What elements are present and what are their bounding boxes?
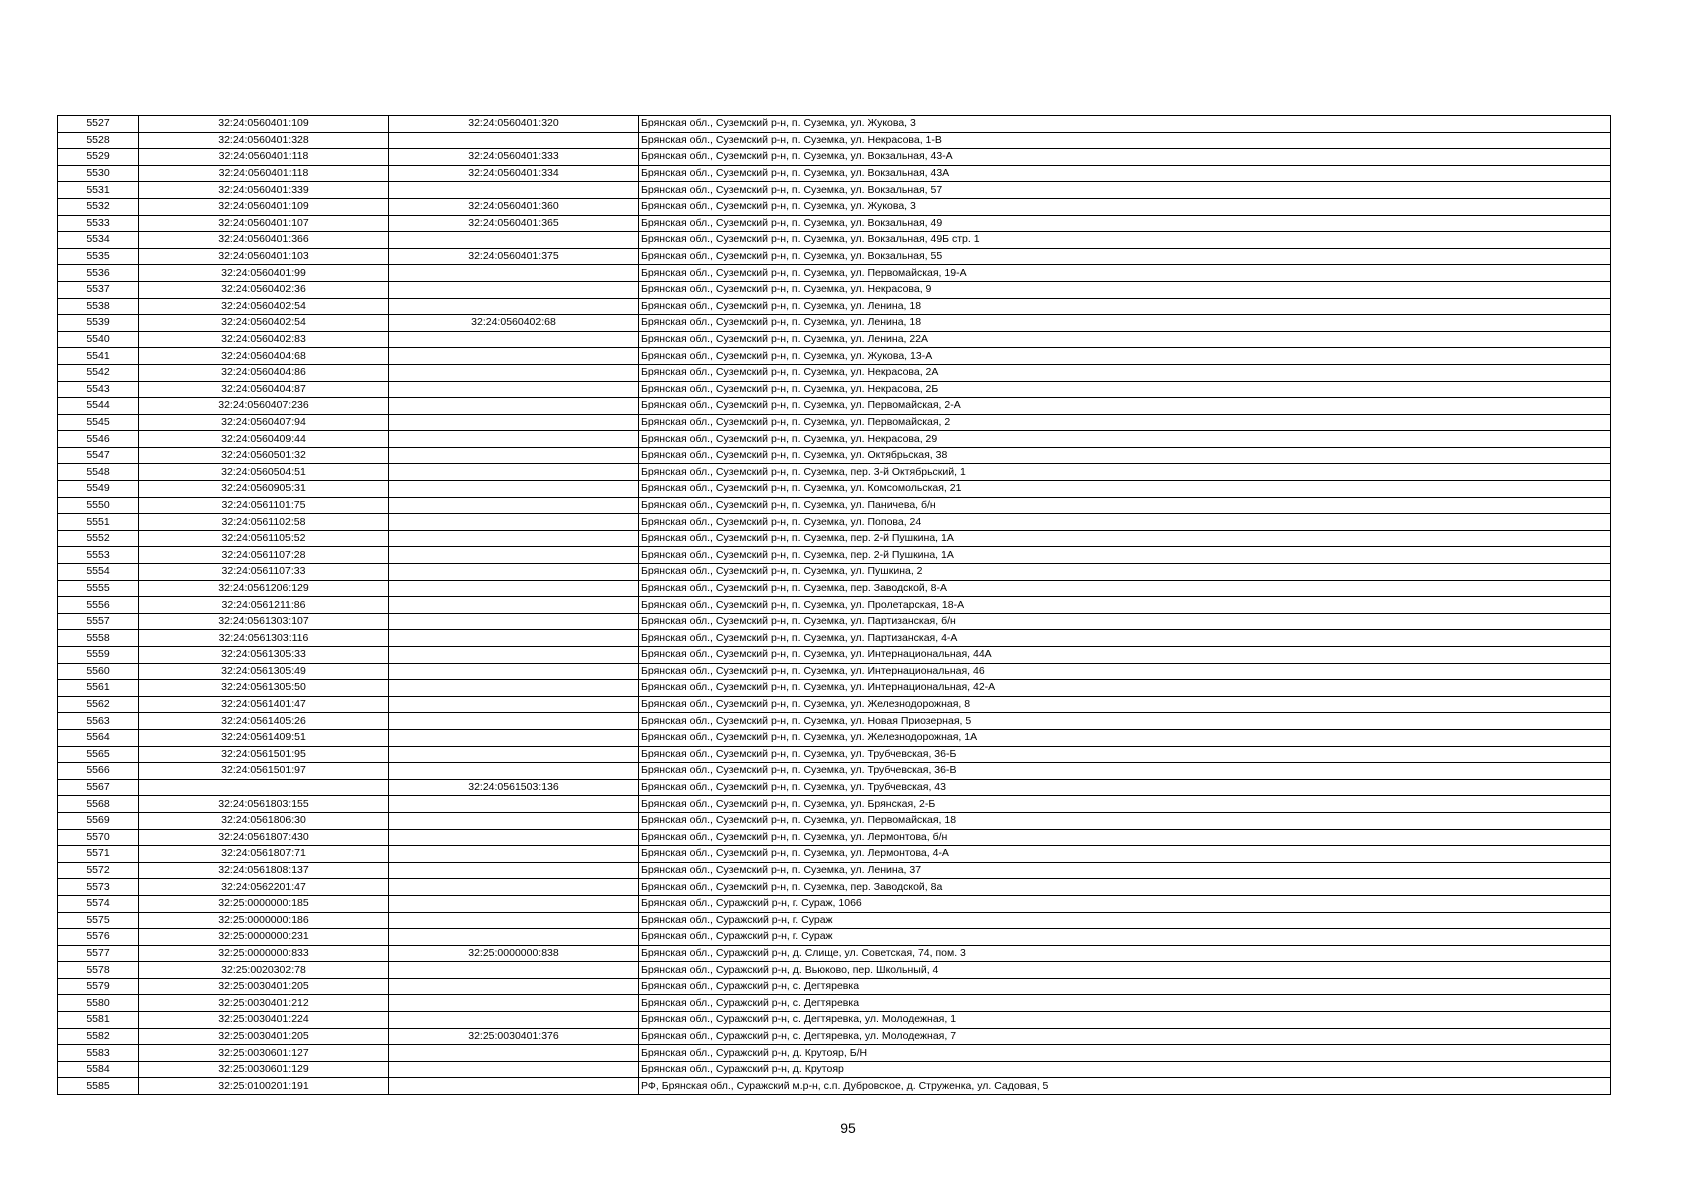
row-number-cell: 5558	[58, 630, 139, 647]
related-cadastral-number-cell	[389, 613, 639, 630]
row-number-cell: 5556	[58, 597, 139, 614]
table-row	[58, 381, 1611, 398]
cadastral-number-cell: 32:24:0561305:33	[139, 647, 389, 664]
address-cell: Брянская обл., Суземский р-н, п. Суземка, ул. Первомайская, 18	[639, 812, 1611, 829]
row-number-cell: 5529	[58, 149, 139, 166]
row-number-cell: 5577	[58, 945, 139, 962]
table-row	[58, 182, 1611, 199]
row-number-cell: 5567	[58, 779, 139, 796]
address-cell: Брянская обл., Суземский р-н, п. Суземка, ул. Некрасова, 2А	[639, 364, 1611, 381]
table-row	[58, 149, 1611, 166]
related-cadastral-number-cell	[389, 630, 639, 647]
cadastral-number-cell: 32:24:0561107:33	[139, 564, 389, 581]
row-number-cell: 5562	[58, 696, 139, 713]
related-cadastral-number-cell: 32:24:0560401:365	[389, 215, 639, 232]
address-cell: Брянская обл., Суземский р-н, п. Суземка, ул. Вокзальная, 43-А	[639, 149, 1611, 166]
address-cell: Брянская обл., Суземский р-н, п. Суземка, ул. Ленина, 22А	[639, 331, 1611, 348]
address-cell: Брянская обл., Суземский р-н, п. Суземка, ул. Трубчевская, 36-В	[639, 763, 1611, 780]
cadastral-number-cell: 32:24:0561305:49	[139, 663, 389, 680]
address-cell: Брянская обл., Суземский р-н, п. Суземка, ул. Ленина, 18	[639, 298, 1611, 315]
related-cadastral-number-cell	[389, 829, 639, 846]
row-number-cell: 5575	[58, 912, 139, 929]
table-row	[58, 481, 1611, 498]
address-cell: Брянская обл., Суземский р-н, п. Суземка, ул. Пушкина, 2	[639, 564, 1611, 581]
row-number-cell: 5569	[58, 812, 139, 829]
cadastral-number-cell: 32:24:0562201:47	[139, 879, 389, 896]
row-number-cell: 5576	[58, 929, 139, 946]
row-number-cell: 5540	[58, 331, 139, 348]
address-cell: Брянская обл., Суземский р-н, п. Суземка, пер. 2-й Пушкина, 1А	[639, 530, 1611, 547]
row-number-cell: 5544	[58, 398, 139, 415]
table-row	[58, 116, 1611, 133]
related-cadastral-number-cell	[389, 929, 639, 946]
cadastral-number-cell: 32:24:0560401:339	[139, 182, 389, 199]
cadastral-number-cell: 32:24:0561501:97	[139, 763, 389, 780]
table-row	[58, 198, 1611, 215]
table-row	[58, 663, 1611, 680]
table-row	[58, 929, 1611, 946]
related-cadastral-number-cell	[389, 1061, 639, 1078]
address-cell: Брянская обл., Суземский р-н, п. Суземка, ул. Ленина, 18	[639, 315, 1611, 332]
address-cell: Брянская обл., Суземский р-н, п. Суземка, ул. Брянская, 2-Б	[639, 796, 1611, 813]
address-cell: Брянская обл., Суражский р-н, с. Дегтяревка, ул. Молодежная, 1	[639, 1012, 1611, 1029]
related-cadastral-number-cell	[389, 547, 639, 564]
cadastral-number-cell: 32:25:0000000:833	[139, 945, 389, 962]
related-cadastral-number-cell	[389, 348, 639, 365]
table-row	[58, 530, 1611, 547]
row-number-cell: 5538	[58, 298, 139, 315]
address-cell: Брянская обл., Суземский р-н, п. Суземка, ул. Вокзальная, 55	[639, 248, 1611, 265]
table-row	[58, 165, 1611, 182]
related-cadastral-number-cell: 32:24:0560401:320	[389, 116, 639, 133]
cadastral-number-cell: 32:24:0560404:68	[139, 348, 389, 365]
cadastral-number-cell: 32:24:0561808:137	[139, 862, 389, 879]
address-cell: Брянская обл., Суражский р-н, д. Слище, ул. Советская, 74, пом. 3	[639, 945, 1611, 962]
row-number-cell: 5532	[58, 198, 139, 215]
cadastral-number-cell: 32:25:0030601:127	[139, 1045, 389, 1062]
row-number-cell: 5552	[58, 530, 139, 547]
table-row	[58, 945, 1611, 962]
row-number-cell: 5555	[58, 580, 139, 597]
related-cadastral-number-cell	[389, 729, 639, 746]
table-row	[58, 962, 1611, 979]
table-row	[58, 248, 1611, 265]
table-row	[58, 464, 1611, 481]
table-row	[58, 431, 1611, 448]
row-number-cell: 5571	[58, 846, 139, 863]
row-number-cell: 5560	[58, 663, 139, 680]
cadastral-number-cell: 32:24:0560401:99	[139, 265, 389, 282]
table-row	[58, 647, 1611, 664]
table-row	[58, 265, 1611, 282]
row-number-cell: 5553	[58, 547, 139, 564]
related-cadastral-number-cell	[389, 862, 639, 879]
cadastral-number-cell: 32:24:0561401:47	[139, 696, 389, 713]
table-row	[58, 1061, 1611, 1078]
cadastral-number-cell: 32:25:0030401:224	[139, 1012, 389, 1029]
table-row	[58, 232, 1611, 249]
table-row	[58, 796, 1611, 813]
address-cell: Брянская обл., Суземский р-н, п. Суземка, ул. Жукова, 3	[639, 116, 1611, 133]
address-cell: Брянская обл., Суземский р-н, п. Суземка, ул. Новая Приозерная, 5	[639, 713, 1611, 730]
table-row	[58, 846, 1611, 863]
row-number-cell: 5559	[58, 647, 139, 664]
row-number-cell: 5550	[58, 497, 139, 514]
related-cadastral-number-cell	[389, 298, 639, 315]
address-cell: Брянская обл., Суземский р-н, п. Суземка, пер. Заводской, 8а	[639, 879, 1611, 896]
related-cadastral-number-cell	[389, 398, 639, 415]
cadastral-number-cell: 32:24:0561807:430	[139, 829, 389, 846]
related-cadastral-number-cell	[389, 182, 639, 199]
address-cell: Брянская обл., Суземский р-н, п. Суземка, ул. Трубчевская, 36-Б	[639, 746, 1611, 763]
row-number-cell: 5545	[58, 414, 139, 431]
address-cell: Брянская обл., Суземский р-н, п. Суземка, ул. Трубчевская, 43	[639, 779, 1611, 796]
address-cell: Брянская обл., Суземский р-н, п. Суземка, ул. Жукова, 3	[639, 198, 1611, 215]
row-number-cell: 5534	[58, 232, 139, 249]
related-cadastral-number-cell	[389, 978, 639, 995]
cadastral-number-cell: 32:24:0561806:30	[139, 812, 389, 829]
cadastral-number-cell: 32:24:0560401:366	[139, 232, 389, 249]
related-cadastral-number-cell: 32:24:0561503:136	[389, 779, 639, 796]
row-number-cell: 5548	[58, 464, 139, 481]
related-cadastral-number-cell	[389, 1045, 639, 1062]
address-cell: Брянская обл., Суземский р-н, п. Суземка, пер. 3-й Октябрьский, 1	[639, 464, 1611, 481]
related-cadastral-number-cell	[389, 580, 639, 597]
cadastral-number-cell: 32:24:0560504:51	[139, 464, 389, 481]
related-cadastral-number-cell	[389, 812, 639, 829]
related-cadastral-number-cell	[389, 564, 639, 581]
related-cadastral-number-cell	[389, 331, 639, 348]
row-number-cell: 5543	[58, 381, 139, 398]
cadastral-number-cell: 32:25:0000000:231	[139, 929, 389, 946]
related-cadastral-number-cell	[389, 912, 639, 929]
table-row	[58, 215, 1611, 232]
row-number-cell: 5549	[58, 481, 139, 498]
row-number-cell: 5536	[58, 265, 139, 282]
row-number-cell: 5565	[58, 746, 139, 763]
address-cell: Брянская обл., Суземский р-н, п. Суземка, ул. Ленина, 37	[639, 862, 1611, 879]
table-row	[58, 132, 1611, 149]
row-number-cell: 5583	[58, 1045, 139, 1062]
row-number-cell: 5551	[58, 514, 139, 531]
table-row	[58, 895, 1611, 912]
address-cell: Брянская обл., Суземский р-н, п. Суземка, ул. Некрасова, 29	[639, 431, 1611, 448]
table-row	[58, 1045, 1611, 1062]
row-number-cell: 5547	[58, 447, 139, 464]
cadastral-number-cell: 32:25:0030401:205	[139, 978, 389, 995]
table-row	[58, 315, 1611, 332]
related-cadastral-number-cell	[389, 962, 639, 979]
cadastral-number-cell: 32:25:0030401:205	[139, 1028, 389, 1045]
address-cell: Брянская обл., Суземский р-н, п. Суземка, ул. Партизанская, 4-А	[639, 630, 1611, 647]
related-cadastral-number-cell: 32:24:0560401:334	[389, 165, 639, 182]
cadastral-number-cell: 32:24:0560401:328	[139, 132, 389, 149]
cadastral-number-cell: 32:24:0560409:44	[139, 431, 389, 448]
related-cadastral-number-cell: 32:24:0560401:333	[389, 149, 639, 166]
table-row	[58, 514, 1611, 531]
cadastral-number-cell: 32:24:0561405:26	[139, 713, 389, 730]
cadastral-number-cell: 32:24:0560402:36	[139, 281, 389, 298]
cadastral-number-cell: 32:25:0030601:129	[139, 1061, 389, 1078]
row-number-cell: 5546	[58, 431, 139, 448]
cadastral-number-cell: 32:24:0560501:32	[139, 447, 389, 464]
cadastral-number-cell: 32:24:0561501:95	[139, 746, 389, 763]
cadastral-number-cell: 32:25:0020302:78	[139, 962, 389, 979]
table-row	[58, 829, 1611, 846]
related-cadastral-number-cell	[389, 696, 639, 713]
cadastral-number-cell: 32:24:0560401:109	[139, 116, 389, 133]
row-number-cell: 5582	[58, 1028, 139, 1045]
address-cell: Брянская обл., Суражский р-н, г. Сураж	[639, 912, 1611, 929]
address-cell: Брянская обл., Суземский р-н, п. Суземка, ул. Вокзальная, 49	[639, 215, 1611, 232]
address-cell: Брянская обл., Суражский р-н, с. Дегтяревка	[639, 978, 1611, 995]
related-cadastral-number-cell	[389, 481, 639, 498]
cadastral-number-cell: 32:24:0560404:87	[139, 381, 389, 398]
related-cadastral-number-cell	[389, 763, 639, 780]
table-row	[58, 746, 1611, 763]
address-cell: Брянская обл., Суземский р-н, п. Суземка, ул. Интернациональная, 44А	[639, 647, 1611, 664]
cadastral-number-cell: 32:24:0560407:94	[139, 414, 389, 431]
row-number-cell: 5572	[58, 862, 139, 879]
address-cell: Брянская обл., Суземский р-н, п. Суземка, ул. Лермонтова, б/н	[639, 829, 1611, 846]
address-cell: Брянская обл., Суземский р-н, п. Суземка, ул. Железнодорожная, 1А	[639, 729, 1611, 746]
address-cell: Брянская обл., Суземский р-н, п. Суземка, ул. Комсомольская, 21	[639, 481, 1611, 498]
address-cell: Брянская обл., Суземский р-н, п. Суземка, ул. Первомайская, 2-А	[639, 398, 1611, 415]
row-number-cell: 5574	[58, 895, 139, 912]
table-row	[58, 812, 1611, 829]
table-row	[58, 1078, 1611, 1095]
related-cadastral-number-cell	[389, 265, 639, 282]
related-cadastral-number-cell	[389, 597, 639, 614]
cadastral-number-cell: 32:24:0561303:107	[139, 613, 389, 630]
row-number-cell: 5531	[58, 182, 139, 199]
address-cell: Брянская обл., Суземский р-н, п. Суземка, ул. Лермонтова, 4-А	[639, 846, 1611, 863]
cadastral-number-cell: 32:24:0561303:116	[139, 630, 389, 647]
cadastral-number-cell: 32:24:0560404:86	[139, 364, 389, 381]
related-cadastral-number-cell	[389, 995, 639, 1012]
related-cadastral-number-cell	[389, 647, 639, 664]
address-cell: Брянская обл., Суражский р-н, с. Дегтяревка, ул. Молодежная, 7	[639, 1028, 1611, 1045]
table-row	[58, 414, 1611, 431]
related-cadastral-number-cell	[389, 846, 639, 863]
address-cell: Брянская обл., Суземский р-н, п. Суземка, ул. Вокзальная, 49Б стр. 1	[639, 232, 1611, 249]
row-number-cell: 5584	[58, 1061, 139, 1078]
row-number-cell: 5573	[58, 879, 139, 896]
cadastral-number-cell: 32:24:0560401:109	[139, 198, 389, 215]
table-row	[58, 613, 1611, 630]
table-row	[58, 364, 1611, 381]
cadastral-number-cell: 32:24:0560401:118	[139, 149, 389, 166]
related-cadastral-number-cell	[389, 663, 639, 680]
related-cadastral-number-cell	[389, 364, 639, 381]
table-row	[58, 912, 1611, 929]
table-row	[58, 763, 1611, 780]
related-cadastral-number-cell: 32:25:0000000:838	[389, 945, 639, 962]
related-cadastral-number-cell	[389, 796, 639, 813]
address-cell: Брянская обл., Суземский р-н, п. Суземка, ул. Первомайская, 2	[639, 414, 1611, 431]
address-cell: Брянская обл., Суземский р-н, п. Суземка, ул. Паничева, б/н	[639, 497, 1611, 514]
table-row	[58, 447, 1611, 464]
related-cadastral-number-cell	[389, 414, 639, 431]
related-cadastral-number-cell	[389, 447, 639, 464]
table-row	[58, 696, 1611, 713]
table-row	[58, 298, 1611, 315]
table-row	[58, 978, 1611, 995]
cadastral-number-cell: 32:25:0000000:186	[139, 912, 389, 929]
row-number-cell: 5568	[58, 796, 139, 813]
cadastral-number-cell: 32:24:0561101:75	[139, 497, 389, 514]
address-cell: Брянская обл., Суземский р-н, п. Суземка, ул. Интернациональная, 46	[639, 663, 1611, 680]
address-cell: Брянская обл., Суражский р-н, с. Дегтяревка	[639, 995, 1611, 1012]
row-number-cell: 5528	[58, 132, 139, 149]
cadastral-number-cell: 32:25:0000000:185	[139, 895, 389, 912]
page-number: 95	[840, 1120, 856, 1136]
cadastral-number-cell: 32:24:0561206:129	[139, 580, 389, 597]
cadastral-number-cell: 32:25:0100201:191	[139, 1078, 389, 1095]
cadastral-number-cell: 32:25:0030401:212	[139, 995, 389, 1012]
address-cell: Брянская обл., Суземский р-н, п. Суземка, ул. Жукова, 13-А	[639, 348, 1611, 365]
cadastral-number-cell: 32:24:0561803:155	[139, 796, 389, 813]
cadastral-number-cell: 32:24:0560402:54	[139, 298, 389, 315]
table-row	[58, 879, 1611, 896]
related-cadastral-number-cell	[389, 895, 639, 912]
row-number-cell: 5554	[58, 564, 139, 581]
row-number-cell: 5578	[58, 962, 139, 979]
table-row	[58, 1012, 1611, 1029]
related-cadastral-number-cell	[389, 497, 639, 514]
cadastral-number-cell: 32:24:0560407:236	[139, 398, 389, 415]
table-row	[58, 281, 1611, 298]
row-number-cell: 5580	[58, 995, 139, 1012]
address-cell: Брянская обл., Суземский р-н, п. Суземка, ул. Партизанская, б/н	[639, 613, 1611, 630]
row-number-cell: 5581	[58, 1012, 139, 1029]
cadastral-number-cell: 32:24:0561102:58	[139, 514, 389, 531]
related-cadastral-number-cell	[389, 514, 639, 531]
table-row	[58, 564, 1611, 581]
table-row	[58, 331, 1611, 348]
related-cadastral-number-cell: 32:25:0030401:376	[389, 1028, 639, 1045]
table-row	[58, 713, 1611, 730]
related-cadastral-number-cell	[389, 281, 639, 298]
related-cadastral-number-cell	[389, 680, 639, 697]
table-row	[58, 630, 1611, 647]
address-cell: Брянская обл., Суражский р-н, д. Крутояр, Б/Н	[639, 1045, 1611, 1062]
table-row	[58, 398, 1611, 415]
row-number-cell: 5535	[58, 248, 139, 265]
cadastral-number-cell: 32:24:0560402:83	[139, 331, 389, 348]
table-row	[58, 497, 1611, 514]
address-cell: Брянская обл., Суземский р-н, п. Суземка, ул. Некрасова, 2Б	[639, 381, 1611, 398]
table-row	[58, 779, 1611, 796]
table-row	[58, 348, 1611, 365]
address-cell: Брянская обл., Суражский р-н, д. Крутояр	[639, 1061, 1611, 1078]
cadastral-number-cell: 32:24:0561105:52	[139, 530, 389, 547]
address-cell: Брянская обл., Суземский р-н, п. Суземка, ул. Вокзальная, 57	[639, 182, 1611, 199]
row-number-cell: 5533	[58, 215, 139, 232]
table-row	[58, 580, 1611, 597]
row-number-cell: 5585	[58, 1078, 139, 1095]
table-row	[58, 547, 1611, 564]
row-number-cell: 5527	[58, 116, 139, 133]
row-number-cell: 5541	[58, 348, 139, 365]
related-cadastral-number-cell: 32:24:0560401:360	[389, 198, 639, 215]
address-cell: Брянская обл., Суземский р-н, п. Суземка, ул. Пролетарская, 18-А	[639, 597, 1611, 614]
related-cadastral-number-cell	[389, 464, 639, 481]
address-cell: Брянская обл., Суземский р-н, п. Суземка, ул. Железнодорожная, 8	[639, 696, 1611, 713]
address-cell: Брянская обл., Суземский р-н, п. Суземка, ул. Первомайская, 19-А	[639, 265, 1611, 282]
row-number-cell: 5579	[58, 978, 139, 995]
table-row	[58, 995, 1611, 1012]
row-number-cell: 5539	[58, 315, 139, 332]
address-cell: Брянская обл., Суземский р-н, п. Суземка, пер. Заводской, 8-А	[639, 580, 1611, 597]
cadastral-number-cell: 32:24:0561807:71	[139, 846, 389, 863]
related-cadastral-number-cell	[389, 746, 639, 763]
address-cell: Брянская обл., Суземский р-н, п. Суземка, пер. 2-й Пушкина, 1А	[639, 547, 1611, 564]
address-cell: Брянская обл., Суражский р-н, г. Сураж	[639, 929, 1611, 946]
related-cadastral-number-cell	[389, 431, 639, 448]
row-number-cell: 5542	[58, 364, 139, 381]
row-number-cell: 5563	[58, 713, 139, 730]
row-number-cell: 5570	[58, 829, 139, 846]
cadastral-number-cell: 32:24:0561305:50	[139, 680, 389, 697]
cadastral-number-cell: 32:24:0561409:51	[139, 729, 389, 746]
address-cell: Брянская обл., Суземский р-н, п. Суземка, ул. Попова, 24	[639, 514, 1611, 531]
address-cell: Брянская обл., Суземский р-н, п. Суземка, ул. Некрасова, 1-В	[639, 132, 1611, 149]
related-cadastral-number-cell	[389, 132, 639, 149]
table-row	[58, 862, 1611, 879]
cadastral-number-cell: 32:24:0560401:107	[139, 215, 389, 232]
row-number-cell: 5566	[58, 763, 139, 780]
table-row	[58, 680, 1611, 697]
related-cadastral-number-cell	[389, 530, 639, 547]
address-cell: Брянская обл., Суражский р-н, д. Вьюково, пер. Школьный, 4	[639, 962, 1611, 979]
register-table-body	[58, 116, 1611, 1095]
row-number-cell: 5557	[58, 613, 139, 630]
related-cadastral-number-cell	[389, 879, 639, 896]
related-cadastral-number-cell: 32:24:0560401:375	[389, 248, 639, 265]
address-cell: Брянская обл., Суземский р-н, п. Суземка, ул. Интернациональная, 42-А	[639, 680, 1611, 697]
register-table	[57, 115, 1611, 1095]
row-number-cell: 5564	[58, 729, 139, 746]
related-cadastral-number-cell	[389, 1012, 639, 1029]
address-cell: Брянская обл., Суражский р-н, г. Сураж, 1066	[639, 895, 1611, 912]
cadastral-number-cell: 32:24:0561107:28	[139, 547, 389, 564]
table-row	[58, 597, 1611, 614]
cadastral-number-cell: 32:24:0560401:118	[139, 165, 389, 182]
row-number-cell: 5561	[58, 680, 139, 697]
row-number-cell: 5537	[58, 281, 139, 298]
row-number-cell: 5530	[58, 165, 139, 182]
address-cell: Брянская обл., Суземский р-н, п. Суземка, ул. Октябрьская, 38	[639, 447, 1611, 464]
cadastral-number-cell: 32:24:0561211:86	[139, 597, 389, 614]
cadastral-number-cell: 32:24:0560401:103	[139, 248, 389, 265]
address-cell: РФ, Брянская обл., Суражский м.р-н, с.п. Дубровское, д. Струженка, ул. Садовая, 5	[639, 1078, 1611, 1095]
table-row	[58, 729, 1611, 746]
address-cell: Брянская обл., Суземский р-н, п. Суземка, ул. Вокзальная, 43А	[639, 165, 1611, 182]
cadastral-number-cell: 32:24:0560905:31	[139, 481, 389, 498]
related-cadastral-number-cell	[389, 232, 639, 249]
table-row	[58, 1028, 1611, 1045]
related-cadastral-number-cell: 32:24:0560402:68	[389, 315, 639, 332]
related-cadastral-number-cell	[389, 713, 639, 730]
related-cadastral-number-cell	[389, 1078, 639, 1095]
cadastral-number-cell	[139, 779, 389, 796]
related-cadastral-number-cell	[389, 381, 639, 398]
cadastral-number-cell: 32:24:0560402:54	[139, 315, 389, 332]
address-cell: Брянская обл., Суземский р-н, п. Суземка, ул. Некрасова, 9	[639, 281, 1611, 298]
